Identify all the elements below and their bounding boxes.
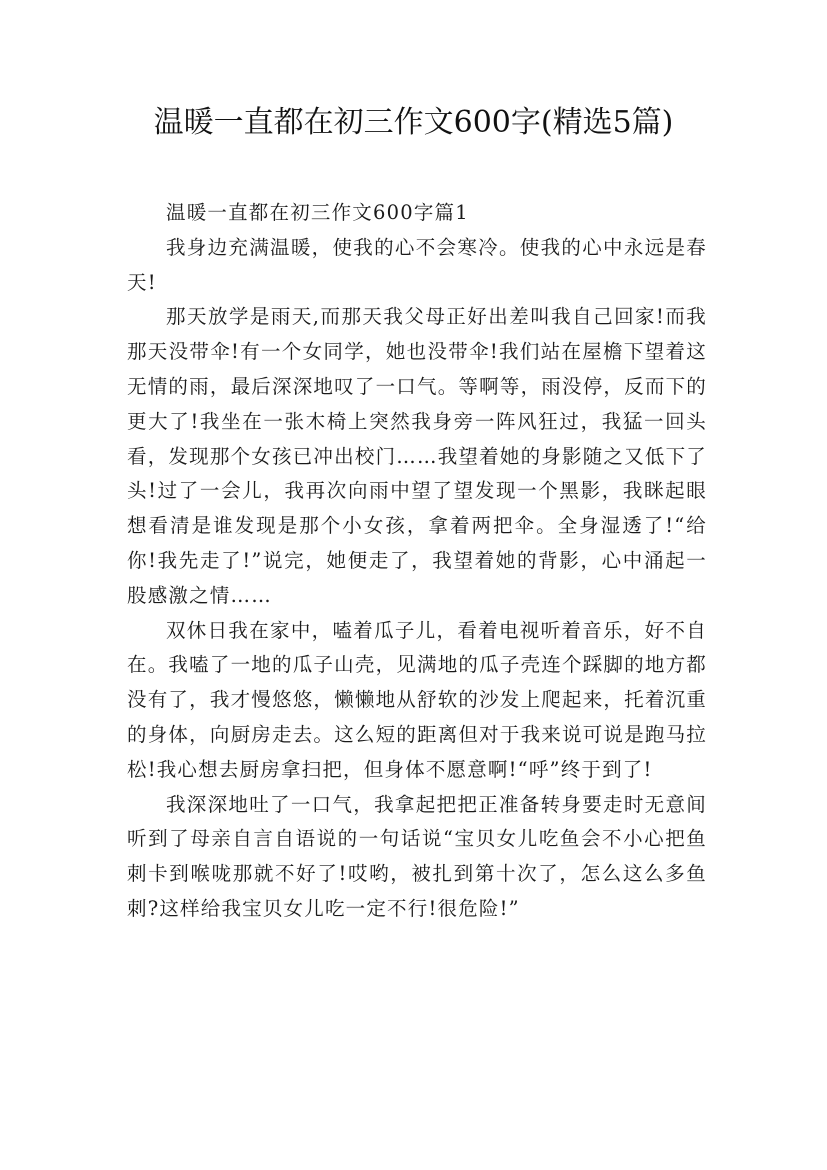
- paragraph: 双休日我在家中，嗑着瓜子儿，看着电视听着音乐，好不自在。我嗑了一地的瓜子山壳，见满地的瓜子壳连个踩脚的地方都没有了，我才慢悠悠，懒懒地从舒软的沙发上爬起来，托着沉重的身体，向厨房走去。这么短的距离但对于我来说可说是跑马拉松!我心想去厨房拿扫把，但身体不愿意啊!“呼”终于到了!: [127, 618, 707, 781]
- document-body: [127, 196, 707, 927]
- document-title: 温暖一直都在初三作文600字(精选5篇): [153, 105, 674, 140]
- section-heading: 温暖一直都在初三作文600字篇1: [166, 201, 469, 224]
- paragraph: 我深深地吐了一口气，我拿起把把正准备转身要走时无意间听到了母亲自言自语说的一句话说“宝贝女儿吃鱼会不小心把鱼刺卡到喉咙那就不好了!哎哟，被扎到第十次了，怎么这么多鱼刺?这样给我宝贝女儿吃一定不行!很危险!”: [127, 792, 707, 920]
- paragraph: 我身边充满温暖，使我的心不会寒冷。使我的心中永远是春天!: [127, 235, 707, 294]
- paragraph: 那天放学是雨天,而那天我父母正好出差叫我自己回家!而我那天没带伞!有一个女同学，她也没带伞!我们站在屋檐下望着这无情的雨，最后深深地叹了一口气。等啊等，雨没停，反而下的更大了!我坐在一张木椅上突然我身旁一阵风狂过，我猛一回头看，发现那个女孩已冲出校门……我望着她的身影随之又低下了头!过了一会儿，我再次向雨中望了望发现一个黑影，我眯起眼想看清是谁发现是那个小女孩，拿着两把伞。全身湿透了!“给你!我先走了!”说完，她便走了，我望着她的背影，心中涌起一股感激之情……: [127, 305, 707, 607]
